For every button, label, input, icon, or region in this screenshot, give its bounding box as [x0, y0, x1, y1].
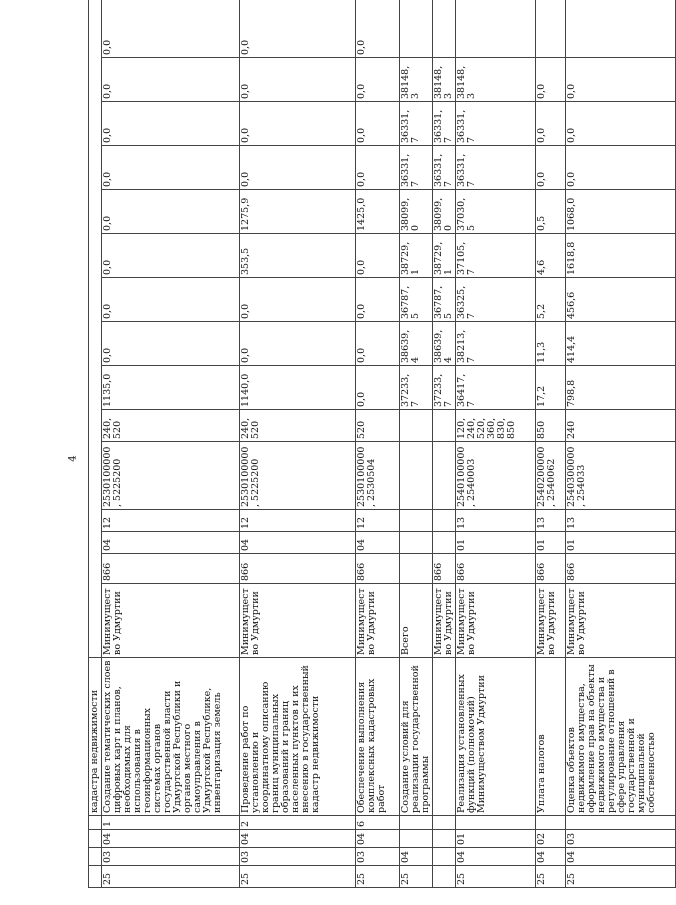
amount-y1-cell: 37233,7	[432, 366, 455, 410]
grbs-code-cell: 866	[455, 554, 535, 584]
gp-code-cell: 25	[356, 866, 400, 888]
pr-code-cell: 12	[240, 510, 356, 532]
amount-y9-cell	[432, 0, 455, 58]
gp-code-cell: 25	[400, 866, 433, 888]
responsible-cell: Минимущество Удмуртии	[565, 584, 675, 658]
pr-code-cell	[400, 510, 433, 532]
amount-y3-cell: 0,0	[102, 278, 240, 322]
vr-code-cell: 240	[565, 410, 675, 442]
amount-y8-cell: 0,0	[356, 58, 400, 102]
amount-y4-cell: 37105,7	[455, 234, 535, 278]
continuation-label: кадастра недвижимости	[89, 658, 102, 816]
responsible-cell: Минимущество Удмуртии	[432, 584, 455, 658]
item-name-cell	[432, 658, 455, 816]
vr-code-cell: 240, 520	[102, 410, 240, 442]
csr-code-cell: 2540300000, 254033	[565, 442, 675, 510]
csr-code-cell	[432, 442, 455, 510]
gp-code-cell: 25	[240, 866, 356, 888]
grbs-code-cell: 866	[240, 554, 356, 584]
amount-y5-cell: 38099,0	[432, 190, 455, 234]
amount-y8-cell: 38148,3	[400, 58, 433, 102]
amount-y1-cell: 1135,0	[102, 366, 240, 410]
amount-y4-cell: 0,0	[356, 234, 400, 278]
grbs-code-cell: 866	[565, 554, 675, 584]
table-row	[240, 0, 356, 888]
pr-code-cell: 13	[565, 510, 675, 532]
amount-y1-cell: 17,2	[535, 366, 565, 410]
vr-code-cell: 850	[535, 410, 565, 442]
amount-y4-cell: 0,0	[102, 234, 240, 278]
amount-y9-cell: 0,0	[102, 0, 240, 58]
amount-y8-cell: 38148,3	[455, 58, 535, 102]
amount-y2-cell: 38639,4	[432, 322, 455, 366]
amount-y7-cell: 0,0	[356, 102, 400, 146]
amount-y7-cell: 36331,7	[432, 102, 455, 146]
rz-code-cell: 04	[240, 532, 356, 554]
pp-code-cell: 03	[356, 848, 400, 866]
csr-code-cell: 2540100000, 2540003	[455, 442, 535, 510]
table-row	[356, 0, 400, 888]
responsible-cell: Минимущество Удмуртии	[356, 584, 400, 658]
pp-code-cell: 03	[102, 848, 240, 866]
amount-y9-cell	[400, 0, 433, 58]
amount-y5-cell: 1068,0	[565, 190, 675, 234]
m-code-cell	[432, 816, 455, 830]
pr-code-cell: 12	[102, 510, 240, 532]
m-code-cell	[565, 816, 675, 830]
responsible-cell: Всего	[400, 584, 433, 658]
om-code-cell: 04	[240, 830, 356, 848]
amount-y6-cell: 0,0	[565, 146, 675, 190]
om-code-cell: 04	[356, 830, 400, 848]
amount-y7-cell: 0,0	[535, 102, 565, 146]
m-code-cell: 1	[102, 816, 240, 830]
om-code-cell	[432, 830, 455, 848]
vr-code-cell: 120, 240, 520, 360, 830, 850	[455, 410, 535, 442]
table-row	[432, 0, 455, 888]
table-row	[102, 0, 240, 888]
csr-code-cell: 2530100000, 2530504	[356, 442, 400, 510]
amount-y9-cell	[565, 0, 675, 58]
amount-y8-cell: 0,0	[240, 58, 356, 102]
amount-y3-cell: 456,6	[565, 278, 675, 322]
rz-code-cell: 04	[356, 532, 400, 554]
amount-y2-cell: 0,0	[102, 322, 240, 366]
amount-y3-cell: 0,0	[240, 278, 356, 322]
vr-code-cell	[432, 410, 455, 442]
pr-code-cell: 13	[455, 510, 535, 532]
amount-y2-cell: 0,0	[356, 322, 400, 366]
rz-code-cell: 01	[565, 532, 675, 554]
grbs-code-cell: 866	[535, 554, 565, 584]
responsible-cell: Минимущество Удмуртии	[102, 584, 240, 658]
gp-code-cell: 25	[455, 866, 535, 888]
continuation-row	[89, 0, 102, 888]
amount-y3-cell: 36325,7	[455, 278, 535, 322]
pp-code-cell: 04	[565, 848, 675, 866]
amount-y8-cell: 0,0	[565, 58, 675, 102]
om-code-cell: 04	[102, 830, 240, 848]
rz-code-cell	[400, 532, 433, 554]
table-row	[455, 0, 535, 888]
vr-code-cell	[400, 410, 433, 442]
amount-y5-cell: 1275,9	[240, 190, 356, 234]
item-name-cell: Создание тематических слоев цифровых карт и планов, необходимых для использования в геоинформационных системах органов государственной власти Удмуртской Республики и органов местного самоуправления в Удмуртской Республике, инвентаризация земель	[102, 658, 240, 816]
csr-code-cell	[400, 442, 433, 510]
om-code-cell: 02	[535, 830, 565, 848]
amount-y6-cell: 36331,7	[432, 146, 455, 190]
grbs-code-cell: 866	[432, 554, 455, 584]
amount-y8-cell: 0,0	[102, 58, 240, 102]
amount-y6-cell: 0,0	[240, 146, 356, 190]
amount-y5-cell: 1425,0	[356, 190, 400, 234]
rz-code-cell: 01	[455, 532, 535, 554]
m-code-cell	[535, 816, 565, 830]
amount-y1-cell: 37233,7	[400, 366, 433, 410]
pp-code-cell: 04	[455, 848, 535, 866]
amount-y7-cell: 0,0	[240, 102, 356, 146]
amount-y5-cell: 38099,0	[400, 190, 433, 234]
page-number: 4	[67, 455, 79, 462]
gp-code-cell: 25	[535, 866, 565, 888]
grbs-code-cell: 866	[102, 554, 240, 584]
item-name-cell: Создание условий для реализации государственной программы	[400, 658, 433, 816]
amount-y9-cell	[535, 0, 565, 58]
item-name-cell: Уплата налогов	[535, 658, 565, 816]
table-row	[400, 0, 433, 888]
amount-y3-cell: 5,2	[535, 278, 565, 322]
grbs-code-cell: 866	[356, 554, 400, 584]
table-row	[535, 0, 565, 888]
responsible-cell: Минимущество Удмуртии	[535, 584, 565, 658]
amount-y3-cell: 0,0	[356, 278, 400, 322]
rz-code-cell: 01	[535, 532, 565, 554]
m-code-cell	[400, 816, 433, 830]
amount-y6-cell: 36331,7	[400, 146, 433, 190]
vr-code-cell: 520	[356, 410, 400, 442]
csr-code-cell: 2540200000, 2540062	[535, 442, 565, 510]
amount-y2-cell: 414,4	[565, 322, 675, 366]
amount-y4-cell: 353,5	[240, 234, 356, 278]
pr-code-cell: 12	[356, 510, 400, 532]
amount-y2-cell: 11,3	[535, 322, 565, 366]
pr-code-cell: 13	[535, 510, 565, 532]
om-code-cell	[400, 830, 433, 848]
amount-y7-cell: 36331,7	[400, 102, 433, 146]
pp-code-cell: 04	[535, 848, 565, 866]
pr-code-cell	[432, 510, 455, 532]
amount-y5-cell: 0,0	[102, 190, 240, 234]
item-name-cell: Реализация установленных функций (полномочий) Минимуществом Удмуртии	[455, 658, 535, 816]
pp-code-cell	[432, 848, 455, 866]
rz-code-cell	[432, 532, 455, 554]
amount-y1-cell: 1140,0	[240, 366, 356, 410]
pp-code-cell: 03	[240, 848, 356, 866]
amount-y1-cell: 36417,7	[455, 366, 535, 410]
csr-code-cell: 2530100000, 5225200	[240, 442, 356, 510]
csr-code-cell: 2530100000, 5225200	[102, 442, 240, 510]
amount-y6-cell: 0,0	[102, 146, 240, 190]
amount-y3-cell: 36787,5	[400, 278, 433, 322]
m-code-cell	[455, 816, 535, 830]
amount-y7-cell: 36331,7	[455, 102, 535, 146]
responsible-cell: Минимущество Удмуртии	[455, 584, 535, 658]
gp-code-cell: 25	[565, 866, 675, 888]
amount-y5-cell: 0,5	[535, 190, 565, 234]
amount-y1-cell: 798,8	[565, 366, 675, 410]
gp-code-cell: 25	[102, 866, 240, 888]
vr-code-cell: 240, 520	[240, 410, 356, 442]
amount-y6-cell: 36331,7	[455, 146, 535, 190]
amount-y4-cell: 38729,1	[432, 234, 455, 278]
amount-y8-cell: 38148,3	[432, 58, 455, 102]
responsible-cell: Минимущество Удмуртии	[240, 584, 356, 658]
item-name-cell: Обеспечение выполнения комплексных кадастровых работ	[356, 658, 400, 816]
item-name-cell: Оценка объектов недвижимого имущества, оформление прав на объекты недвижимого имущества и регулирование отношений в сфере управления государственной и муниципальной собственностью	[565, 658, 675, 816]
amount-y2-cell: 38639,4	[400, 322, 433, 366]
pp-code-cell: 04	[400, 848, 433, 866]
amount-y4-cell: 1618,8	[565, 234, 675, 278]
amount-y9-cell: 0,0	[240, 0, 356, 58]
om-code-cell: 03	[565, 830, 675, 848]
budget-table	[88, 0, 676, 888]
m-code-cell: 2	[240, 816, 356, 830]
amount-y6-cell: 0,0	[535, 146, 565, 190]
amount-y2-cell: 38213,7	[455, 322, 535, 366]
amount-y3-cell: 36787,5	[432, 278, 455, 322]
amount-y5-cell: 37030,5	[455, 190, 535, 234]
grbs-code-cell	[400, 554, 433, 584]
amount-y7-cell: 0,0	[565, 102, 675, 146]
amount-y6-cell: 0,0	[356, 146, 400, 190]
amount-y4-cell: 38729,1	[400, 234, 433, 278]
item-name-cell: Проведение работ по установлению и координатному описанию границ муниципальных образований и границ населенных пунктов и их внесению в государственный кадастр недвижимости	[240, 658, 356, 816]
om-code-cell: 01	[455, 830, 535, 848]
rotated-page	[88, 28, 657, 888]
table-row	[565, 0, 675, 888]
amount-y4-cell: 4,6	[535, 234, 565, 278]
amount-y9-cell	[455, 0, 535, 58]
amount-y9-cell: 0,0	[356, 0, 400, 58]
amount-y7-cell: 0,0	[102, 102, 240, 146]
rz-code-cell: 04	[102, 532, 240, 554]
amount-y8-cell: 0,0	[535, 58, 565, 102]
amount-y1-cell: 0,0	[356, 366, 400, 410]
m-code-cell: 6	[356, 816, 400, 830]
amount-y2-cell: 0,0	[240, 322, 356, 366]
gp-code-cell	[432, 866, 455, 888]
